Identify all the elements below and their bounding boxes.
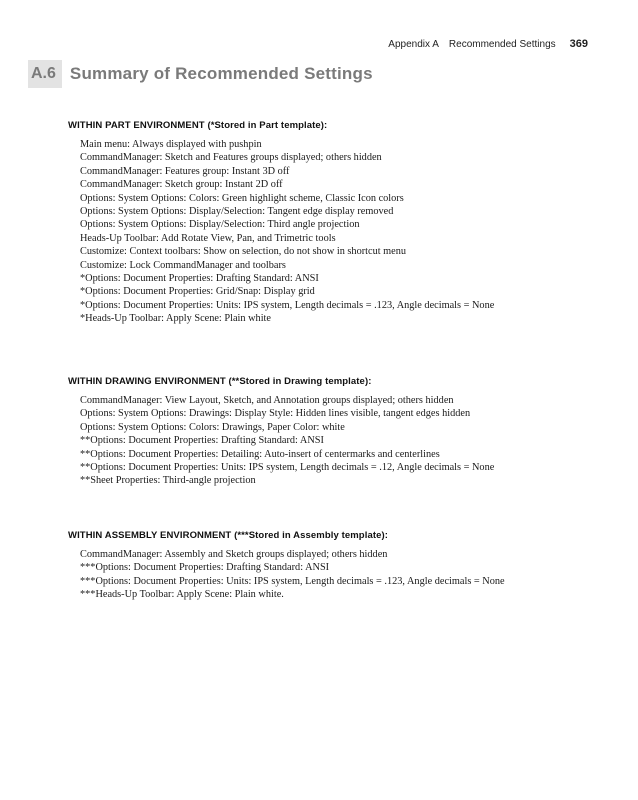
appendix-label: Appendix A	[388, 39, 439, 50]
section-title: Summary of Recommended Settings	[69, 64, 373, 83]
section-heading	[28, 60, 373, 88]
assembly-settings-list	[68, 548, 608, 602]
setting-item: ***Options: Document Properties: Drafting Standard: ANSI	[80, 562, 330, 574]
running-head	[388, 38, 588, 50]
drawing-environment-heading: WITHIN DRAWING ENVIRONMENT (**Stored in Drawing template):	[68, 376, 372, 387]
drawing-settings-list	[68, 394, 608, 488]
setting-item: Main menu: Always displayed with pushpin	[80, 139, 262, 150]
setting-item: *Options: Document Properties: Grid/Snap: Display grid	[80, 286, 315, 298]
assembly-environment-block	[68, 530, 608, 602]
setting-item: CommandManager: Assembly and Sketch groups displayed; others hidden	[80, 549, 388, 560]
setting-item: CommandManager: Sketch and Features groups displayed; others hidden	[80, 152, 382, 164]
setting-item: ***Options: Document Properties: Units: IPS system, Length decimals = .123, Angle decimals = None	[80, 575, 505, 587]
setting-item: Options: System Options: Colors: Drawings, Paper Color: white	[80, 421, 345, 433]
setting-item: Heads-Up Toolbar: Add Rotate View, Pan, and Trimetric tools	[80, 232, 336, 244]
setting-item: *Options: Document Properties: Units: IPS system, Length decimals = .123, Angle decimals = None	[80, 299, 495, 311]
part-environment-block	[68, 120, 608, 326]
setting-item: CommandManager: Features group: Instant 3D off	[80, 165, 290, 177]
page-number: 369	[569, 38, 588, 50]
setting-item: Customize: Context toolbars: Show on selection, do not show in shortcut menu	[80, 246, 407, 258]
part-environment-heading: WITHIN PART ENVIRONMENT (*Stored in Part template):	[68, 120, 328, 131]
setting-item: **Options: Document Properties: Detailing: Auto-insert of centermarks and centerlines	[80, 448, 440, 460]
setting-item: ***Heads-Up Toolbar: Apply Scene: Plain white.	[80, 589, 284, 601]
running-head-title: Recommended Settings	[448, 39, 556, 50]
setting-item: Options: System Options: Drawings: Display Style: Hidden lines visible, tangent edges hidden	[80, 408, 471, 420]
setting-item: CommandManager: Sketch group: Instant 2D off	[80, 179, 283, 191]
setting-item: CommandManager: View Layout, Sketch, and Annotation groups displayed; others hidden	[80, 395, 454, 406]
setting-item: Options: System Options: Display/Selection: Tangent edge display removed	[80, 206, 394, 218]
assembly-environment-heading: WITHIN ASSEMBLY ENVIRONMENT (***Stored in Assembly template):	[68, 530, 388, 541]
setting-item: **Options: Document Properties: Drafting Standard: ANSI	[80, 435, 324, 447]
setting-item: **Sheet Properties: Third-angle projection	[80, 475, 256, 487]
setting-item: *Heads-Up Toolbar: Apply Scene: Plain white	[80, 313, 271, 325]
setting-item: Customize: Lock CommandManager and toolbars	[80, 259, 286, 271]
section-number: A.6	[28, 60, 62, 88]
part-settings-list	[68, 138, 608, 326]
setting-item: *Options: Document Properties: Drafting Standard: ANSI	[80, 273, 319, 285]
drawing-environment-block	[68, 376, 608, 488]
setting-item: Options: System Options: Display/Selection: Third angle projection	[80, 219, 360, 231]
setting-item: **Options: Document Properties: Units: IPS system, Length decimals = .12, Angle decimals = None	[80, 462, 495, 474]
setting-item: Options: System Options: Colors: Green highlight scheme, Classic Icon colors	[80, 192, 404, 204]
